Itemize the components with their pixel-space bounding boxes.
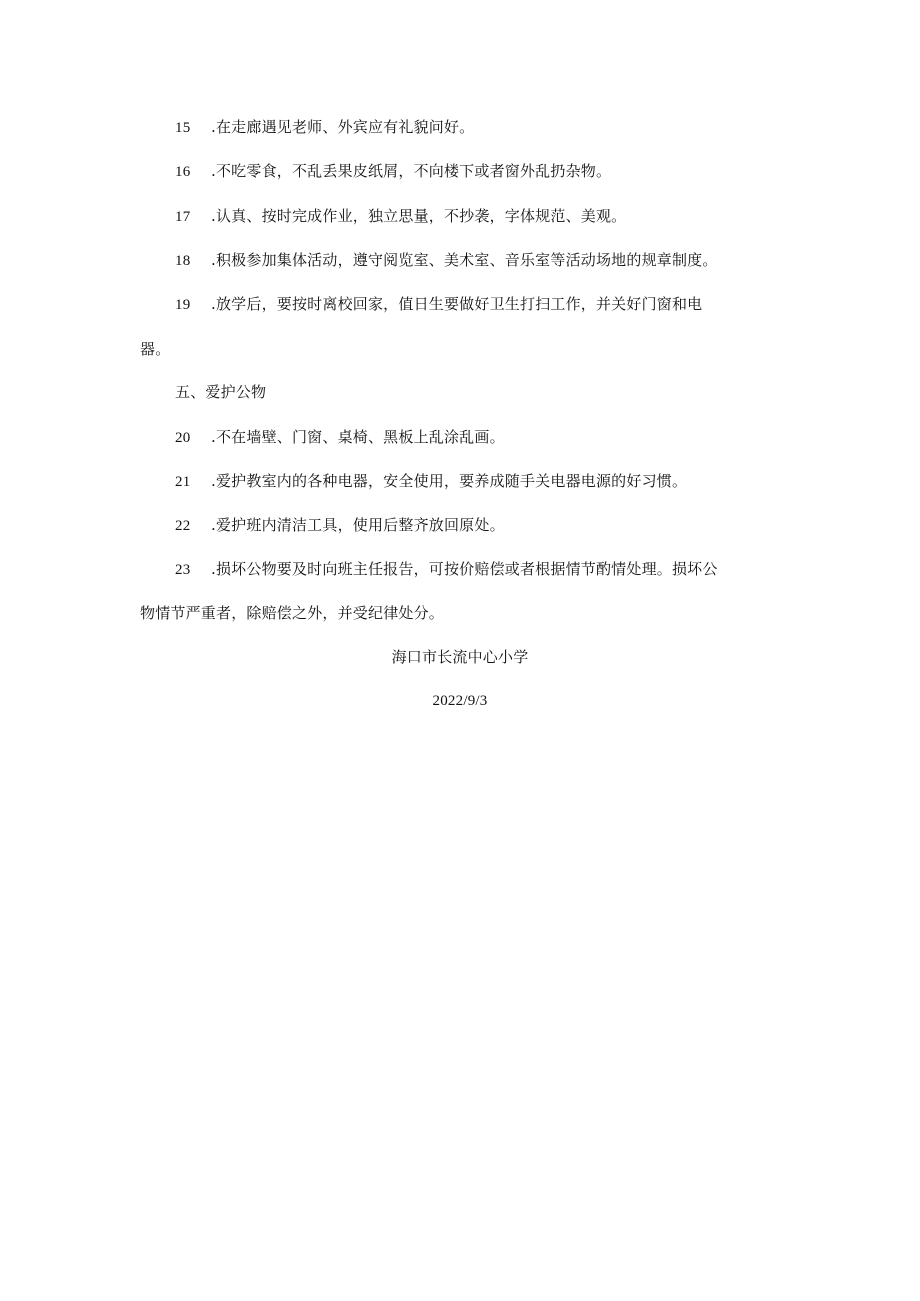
rule-item-18 (175, 250, 718, 271)
rule-text: .爱护班内清洁工具，使用后整齐放回原处。 (211, 516, 505, 534)
rule-item-19-continuation: 器。 (140, 340, 171, 358)
rule-item-22 (175, 515, 505, 536)
rule-item-17 (175, 206, 626, 227)
rule-number: 17 (175, 209, 191, 225)
rule-number: 20 (175, 430, 191, 446)
rule-number: 15 (175, 120, 191, 136)
rule-item-20 (175, 427, 505, 448)
rule-item-23 (175, 559, 718, 580)
rule-number: 19 (175, 297, 191, 313)
rule-item-15 (175, 117, 474, 138)
rule-text: .在走廊遇见老师、外宾应有礼貌问好。 (211, 118, 475, 136)
school-name: 海口市长流中心小学 (391, 648, 529, 666)
rule-text: .积极参加集体活动，遵守阅览室、美术室、音乐室等活动场地的规章制度。 (211, 251, 718, 269)
rule-number: 18 (175, 253, 191, 269)
rule-text: .不吃零食，不乱丢果皮纸屑，不向楼下或者窗外乱扔杂物。 (211, 162, 612, 180)
document-date: 2022/9/3 (432, 693, 488, 709)
rule-item-19 (175, 294, 702, 315)
rule-item-16 (175, 161, 611, 182)
rule-text: .不在墙壁、门窗、桌椅、黑板上乱涂乱画。 (211, 428, 505, 446)
rule-number: 23 (175, 562, 191, 578)
section-heading: 五、爱护公物 (175, 383, 267, 401)
rule-text: .放学后，要按时离校回家，值日生要做好卫生打扫工作，并关好门窗和电 (211, 295, 703, 313)
rule-text: .认真、按时完成作业，独立思量，不抄袭，字体规范、美观。 (211, 207, 627, 225)
rule-text: .爱护教室内的各种电器，安全使用，要养成随手关电器电源的好习惯。 (211, 472, 688, 490)
rule-item-23-continuation: 物情节严重者，除赔偿之外，并受纪律处分。 (140, 604, 445, 622)
rule-text: .损坏公物要及时向班主任报告，可按价赔偿或者根据情节酌情处理。损坏公 (211, 560, 718, 578)
rule-number: 22 (175, 518, 191, 534)
rule-number: 16 (175, 164, 191, 180)
rule-number: 21 (175, 474, 191, 490)
rule-item-21 (175, 471, 687, 492)
